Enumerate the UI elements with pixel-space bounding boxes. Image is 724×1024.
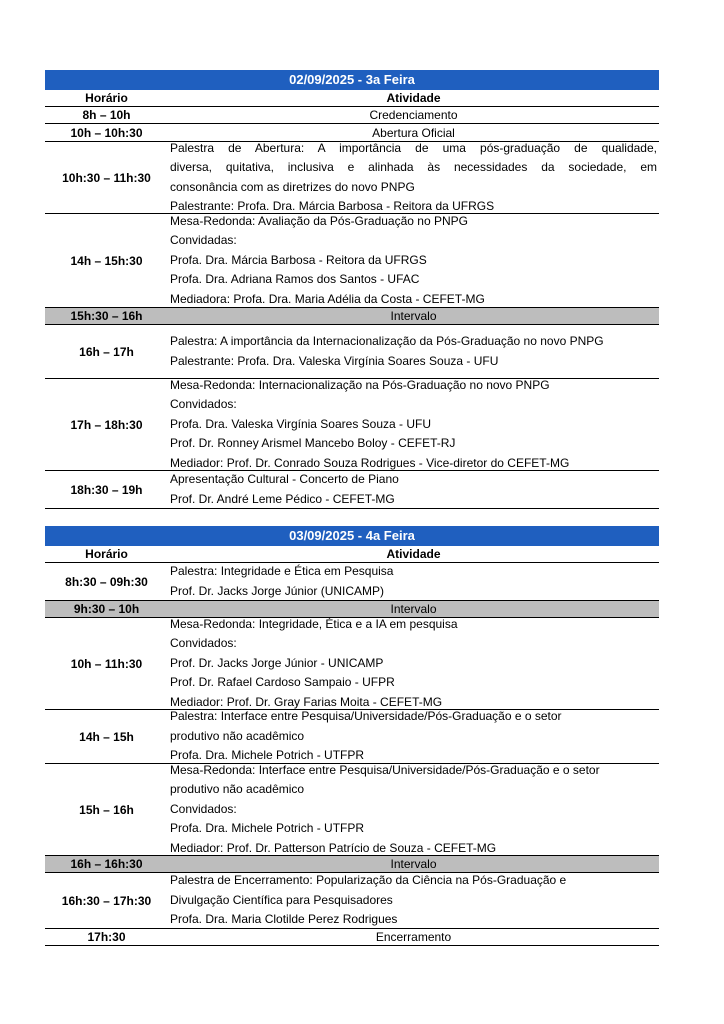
time-cell: 15h – 16h: [79, 802, 134, 817]
time-cell: 16h – 16h:30: [70, 857, 143, 871]
time-cell: 10h:30 – 11h:30: [62, 170, 151, 185]
activity-line: Profa. Dra. Michele Potrich - UTFPR: [170, 748, 365, 763]
activity-line: Prof. Dr. André Leme Pédico - CEFET-MG: [170, 491, 395, 506]
time-cell: 15h:30 – 16h: [70, 309, 143, 323]
time-cell: 8h – 10h: [82, 108, 131, 122]
activity-line: Credenciamento: [369, 108, 458, 122]
activity-cell: [168, 325, 659, 378]
schedule-row: [45, 471, 659, 509]
activity-cell: [168, 618, 659, 709]
column-header-time: Horário: [85, 91, 128, 105]
schedule-row: [45, 563, 659, 601]
activity-line: produtivo não acadêmico: [170, 782, 305, 797]
activity-line: Palestrante: Profa. Dra. Valeska Virgínia Soares Souza - UFU: [170, 353, 499, 368]
column-header-activity: Atividade: [386, 547, 441, 561]
activity-cell: [168, 764, 659, 855]
activity-line: Intervalo: [390, 602, 437, 616]
activity-line: Prof. Dr. Jacks Jorge Júnior (UNICAMP): [170, 583, 385, 598]
activity-cell: [168, 142, 659, 213]
column-header-row: [45, 546, 659, 563]
activity-line: Mesa-Redonda: Interface entre Pesquisa/Universidade/Pós-Graduação e o setor: [170, 762, 600, 777]
activity-line: Profa. Dra. Adriana Ramos dos Santos - UFAC: [170, 272, 420, 287]
activity-line: Prof. Dr. Jacks Jorge Júnior - UNICAMP: [170, 655, 384, 670]
time-cell: 14h – 15h: [79, 729, 134, 744]
activity-line: Encerramento: [375, 930, 452, 944]
activity-cell: [168, 471, 659, 508]
column-header-time: Horário: [85, 547, 128, 561]
activity-line: Convidados:: [170, 801, 237, 816]
schedule-row-break: [45, 308, 659, 325]
activity-line: Convidados:: [170, 636, 237, 651]
time-cell: 17h:30: [87, 930, 126, 944]
activity-line: Profa. Dra. Márcia Barbosa - Reitora da UFRGS: [170, 252, 427, 267]
activity-line: Abertura Oficial: [372, 125, 455, 140]
schedule-day-1: [45, 70, 659, 509]
activity-line: Palestra de Abertura: A importância de uma pós-graduação de qualidade,: [170, 140, 657, 155]
column-header-activity: Atividade: [386, 91, 441, 105]
time-cell: 16h – 17h: [79, 344, 134, 359]
schedule-row: [45, 764, 659, 856]
activity-line: Mediador: Prof. Dr. Conrado Souza Rodrigues - Vice-diretor do CEFET-MG: [170, 455, 570, 470]
activity-cell: [168, 379, 659, 470]
activity-cell: [168, 563, 659, 600]
time-cell: 10h – 10h:30: [70, 125, 143, 140]
activity-cell: [168, 873, 659, 928]
activity-line: Palestra: Integridade e Ética em Pesquisa: [170, 564, 394, 578]
activity-line: Profa. Dra. Valeska Virgínia Soares Souza - UFU: [170, 416, 431, 431]
activity-line: Profa. Dra. Michele Potrich - UTFPR: [170, 821, 365, 836]
schedule-row: [45, 710, 659, 764]
activity-line: Mesa-Redonda: Integridade, Ética e a IA em pesquisa: [170, 616, 458, 631]
schedule-day-2: [45, 526, 659, 946]
activity-line: Prof. Dr. Ronney Arismel Mancebo Boloy - CEFET-RJ: [170, 436, 456, 451]
activity-line: Prof. Dr. Rafael Cardoso Sampaio - UFPR: [170, 675, 395, 690]
activity-line: produtivo não acadêmico: [170, 728, 305, 743]
activity-line: Mesa-Redonda: Avaliação da Pós-Graduação no PNPG: [170, 213, 468, 228]
schedule-row: [45, 107, 659, 124]
activity-line: Apresentação Cultural - Concerto de Piano: [170, 472, 399, 486]
time-cell: 14h – 15h:30: [70, 253, 143, 268]
activity-line: Palestra de Encerramento: Popularização da Ciência na Pós-Graduação e: [170, 873, 567, 888]
schedule-row: [45, 214, 659, 308]
activity-line: Mediador: Prof. Dr. Gray Farias Moita - CEFET-MG: [170, 694, 443, 709]
activity-line: Intervalo: [390, 309, 437, 323]
schedule-row: [45, 379, 659, 471]
activity-line: Palestrante: Profa. Dra. Márcia Barbosa - Reitora da UFRGS: [170, 199, 495, 213]
schedule-row: [45, 873, 659, 929]
activity-line: Palestra: A importância da Internacionalização da Pós-Graduação no novo PNPG: [170, 334, 604, 348]
activity-line: Mediadora: Profa. Dra. Maria Adélia da Costa - CEFET-MG: [170, 291, 485, 306]
schedule-row: [45, 929, 659, 946]
time-cell: 8h:30 – 09h:30: [65, 574, 148, 589]
time-cell: 16h:30 – 17h:30: [61, 893, 152, 908]
activity-line: Divulgação Científica para Pesquisadores: [170, 892, 393, 907]
column-header-row: [45, 90, 659, 107]
day-header: 02/09/2025 - 3a Feira: [45, 70, 659, 90]
activity-line: Convidadas:: [170, 233, 237, 248]
activity-cell: [168, 308, 659, 324]
activity-line: Mesa-Redonda: Internacionalização na Pós-Graduação no novo PNPG: [170, 377, 550, 392]
activity-cell: [168, 856, 659, 872]
activity-line: Convidados:: [170, 397, 237, 412]
activity-line: Palestra: Interface entre Pesquisa/Universidade/Pós-Graduação e o setor: [170, 709, 562, 724]
activity-cell: [168, 929, 659, 945]
activity-line: Mediador: Prof. Dr. Patterson Patrício de Souza - CEFET-MG: [170, 840, 497, 855]
activity-cell: [168, 710, 659, 763]
activity-line: Profa. Dra. Maria Clotilde Perez Rodrigues: [170, 912, 398, 927]
activity-cell: [168, 214, 659, 307]
time-cell: 10h – 11h:30: [70, 656, 143, 671]
activity-line: consonância com as diretrizes do novo PNPG: [170, 179, 415, 194]
activity-line: diversa, quitativa, inclusiva e alinhada às necessidades da sociedade, em: [170, 160, 657, 174]
activity-cell: [168, 107, 659, 123]
activity-line: Intervalo: [390, 857, 437, 871]
schedule-row: [45, 142, 659, 214]
time-cell: 18h:30 – 19h: [70, 482, 143, 497]
day-header: 03/09/2025 - 4a Feira: [45, 526, 659, 546]
time-cell: 17h – 18h:30: [70, 417, 143, 432]
schedule-row: [45, 618, 659, 710]
time-cell: 9h:30 – 10h: [73, 602, 140, 616]
schedule-row: [45, 325, 659, 379]
